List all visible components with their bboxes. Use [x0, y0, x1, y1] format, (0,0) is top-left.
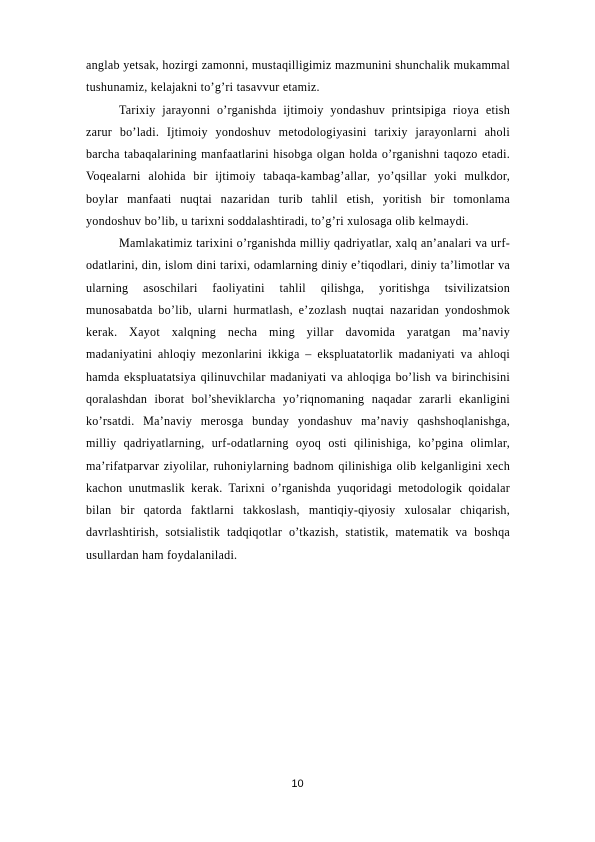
page-number: 10: [291, 778, 304, 790]
paragraph-1: anglab yetsak, hozirgi zamonni, mustaqilligimiz mazmunini shunchalik mukammal tushunamiz, kelajakni to’g’ri tasavvur etamiz.: [86, 58, 510, 95]
document-body: [86, 54, 510, 566]
paragraph-3: Mamlakatimiz tarixini o’rganishda milliy qadriyatlar, xalq an’analari va urf-odatlarini, din, islom dini tarixi, odamlarning diniy e’tiqodlari, diniy ta’limotlar va ularning asoschilari faoliyatini tahlil qilishga, yoritishga tsivilizatsion munosabatda bo’lib, ularni hurmatlash, e’zozlash nuqtai nazaridan yondoshmok kerak. Xayot xalqning necha ming yillar davomida yaratgan ma’naviy madaniyatini ahloqiy mezonlarini ikkiga – ekspluatatorlik madaniyati va ahloqi hamda ekspluatatsiya qilinuvchilar madaniyati va ahloqiga bo’lish va birinchisini qoralashdan iborat bol’sheviklarcha yo’riqnomaning naqadar zararli ekanligini ko’rsatdi. Ma’naviy merosga bunday yondashuv ma’naviy qashshoqlanishga, milliy qadriyatlarning, urf-odatlarning oyoq osti qilinishiga, ko’pgina olimlar, ma’rifatparvar ziyolilar, ruhoniylarning badnom qilinishiga olib kelganligini xech kachon unutmaslik kerak. Tarixni o’rganishda yuqoridagi metodologik qoidalar bilan bir qatorda faktlarni takkoslash, mantiqiy-qiyosiy xulosalar chiqarish, davrlashtirish, sotsialistik tadqiqotlar o’tkazish, statistik, matematik va boshqa usullardan ham foydalaniladi.: [86, 236, 510, 562]
paragraph-2: Tarixiy jarayonni o’rganishda ijtimoiy yondashuv printsipiga rioya etish zarur bo’ladi. Ijtimoiy yondoshuv metodologiyasini tarixiy jarayonlarni aholi barcha tabaqalarining manfaatlarini hisobga olgan holda o’rganishni taqozo etadi. Voqealarni alohida bir ijtimoiy tabaqa-kambag’allar, yo’qsillar yoki mulkdor, boylar manfaati nuqtai nazaridan turib tahlil etish, yoritish bir tomonlama yondoshuv bo’lib, u tarixni soddalashtiradi, to’g’ri xulosaga olib kelmaydi.: [86, 102, 510, 228]
